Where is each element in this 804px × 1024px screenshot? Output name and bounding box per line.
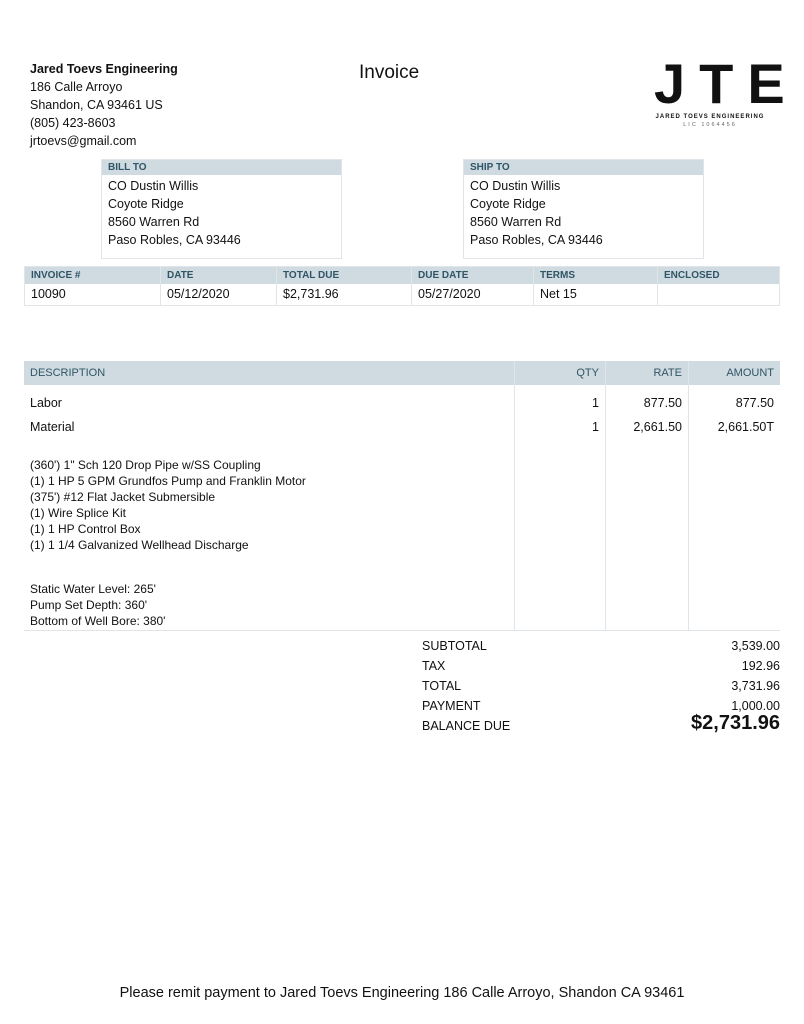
well-details (30, 581, 508, 629)
description-column (24, 385, 515, 631)
amount-column (689, 385, 780, 631)
remit-footer: Please remit payment to Jared Toevs Engineering 186 Calle Arroyo, Shandon CA 93461 (119, 985, 685, 1001)
company-address-line1: 186 Calle Arroyo (30, 80, 123, 94)
logo-subtitle: JARED TOEVS ENGINEERING (655, 114, 765, 120)
material-line: (360') 1" Sch 120 Drop Pipe w/SS Coupling (30, 458, 261, 472)
material-line: (1) Wire Splice Kit (30, 506, 127, 520)
balance-due-amount: $2,731.96 (691, 712, 780, 734)
payment-label: PAYMENT (422, 699, 481, 713)
bill-to-line: 8560 Warren Rd (108, 215, 200, 229)
ship-to-box (463, 159, 704, 259)
item-amount: 2,661.50T (717, 420, 774, 434)
line-items-table (24, 361, 780, 631)
subtotal-amount: 3,539.00 (731, 639, 780, 653)
well-line: Static Water Level: 265' (30, 582, 156, 596)
item-rate: 877.50 (643, 396, 682, 410)
header-rate: RATE (606, 361, 689, 385)
logo-letters: JTE (654, 52, 799, 115)
bill-to-label: BILL TO (102, 160, 341, 175)
material-line: (375') #12 Flat Jacket Submersible (30, 490, 216, 504)
ship-to-line: Coyote Ridge (470, 197, 546, 211)
bill-to-line: CO Dustin Willis (108, 179, 199, 193)
company-email: jrtoevs@gmail.com (30, 134, 137, 148)
well-line: Bottom of Well Bore: 380' (30, 614, 166, 628)
tax-label: TAX (422, 659, 446, 673)
balance-due-label: BALANCE DUE (422, 719, 511, 733)
header-description: DESCRIPTION (24, 361, 515, 385)
invoice-info-table (24, 266, 780, 306)
item-qty: 1 (592, 396, 599, 410)
invoice-enclosed (658, 284, 779, 305)
header-enclosed: ENCLOSED (664, 270, 720, 281)
totals-section (422, 636, 780, 736)
ship-to-line: CO Dustin Willis (470, 179, 561, 193)
logo-license: LIC 1064456 (683, 122, 737, 128)
invoice-info-values (25, 284, 779, 305)
invoice-terms: Net 15 (534, 284, 658, 305)
payment-amount: 1,000.00 (731, 699, 780, 713)
material-line: (1) 1 1/4 Galvanized Wellhead Discharge (30, 538, 249, 552)
tax-amount: 192.96 (741, 659, 780, 673)
item-description: Material (30, 420, 75, 434)
rate-column (606, 385, 689, 631)
header-total-due: TOTAL DUE (277, 267, 412, 284)
header-date: DATE (161, 267, 277, 284)
item-rate: 2,661.50 (633, 420, 682, 434)
total-row (422, 676, 780, 696)
material-line: (1) 1 HP 5 GPM Grundfos Pump and Franklin Motor (30, 474, 306, 488)
company-address-line2: Shandon, CA 93461 US (30, 98, 163, 112)
subtotal-row (422, 636, 780, 656)
invoice-due-date: 05/27/2020 (412, 284, 534, 305)
invoice-info-header (25, 267, 779, 284)
header-terms: TERMS (534, 267, 658, 284)
ship-to-line: 8560 Warren Rd (470, 215, 562, 229)
line-items-header (24, 361, 780, 385)
bill-to-line: Coyote Ridge (108, 197, 184, 211)
company-phone: (805) 423-8603 (30, 116, 116, 130)
header-qty: QTY (515, 361, 606, 385)
invoice-number: 10090 (25, 284, 161, 305)
well-line: Pump Set Depth: 360' (30, 598, 148, 612)
header-due-date: DUE DATE (412, 267, 534, 284)
balance-due-row (422, 712, 780, 736)
subtotal-label: SUBTOTAL (422, 639, 487, 653)
total-amount: 3,731.96 (731, 679, 780, 693)
company-info (30, 60, 178, 150)
header-invoice-number: INVOICE # (25, 267, 161, 284)
item-description: Labor (30, 396, 62, 410)
material-details (30, 457, 508, 553)
item-qty: 1 (592, 420, 599, 434)
bill-to-box (101, 159, 342, 259)
item-amount: 877.50 (735, 396, 774, 410)
ship-to-label: SHIP TO (464, 160, 703, 175)
total-label: TOTAL (422, 679, 462, 693)
bill-to-line: Paso Robles, CA 93446 (108, 233, 241, 247)
invoice-title: Invoice (359, 62, 420, 83)
invoice-date: 05/12/2020 (161, 284, 277, 305)
invoice-total-due: $2,731.96 (277, 284, 412, 305)
line-items-body (24, 385, 780, 631)
material-line: (1) 1 HP Control Box (30, 522, 141, 536)
company-name: Jared Toevs Engineering (30, 62, 178, 76)
tax-row (422, 656, 780, 676)
qty-column (515, 385, 606, 631)
company-logo (640, 52, 799, 128)
header-amount: AMOUNT (726, 367, 774, 379)
ship-to-line: Paso Robles, CA 93446 (470, 233, 603, 247)
